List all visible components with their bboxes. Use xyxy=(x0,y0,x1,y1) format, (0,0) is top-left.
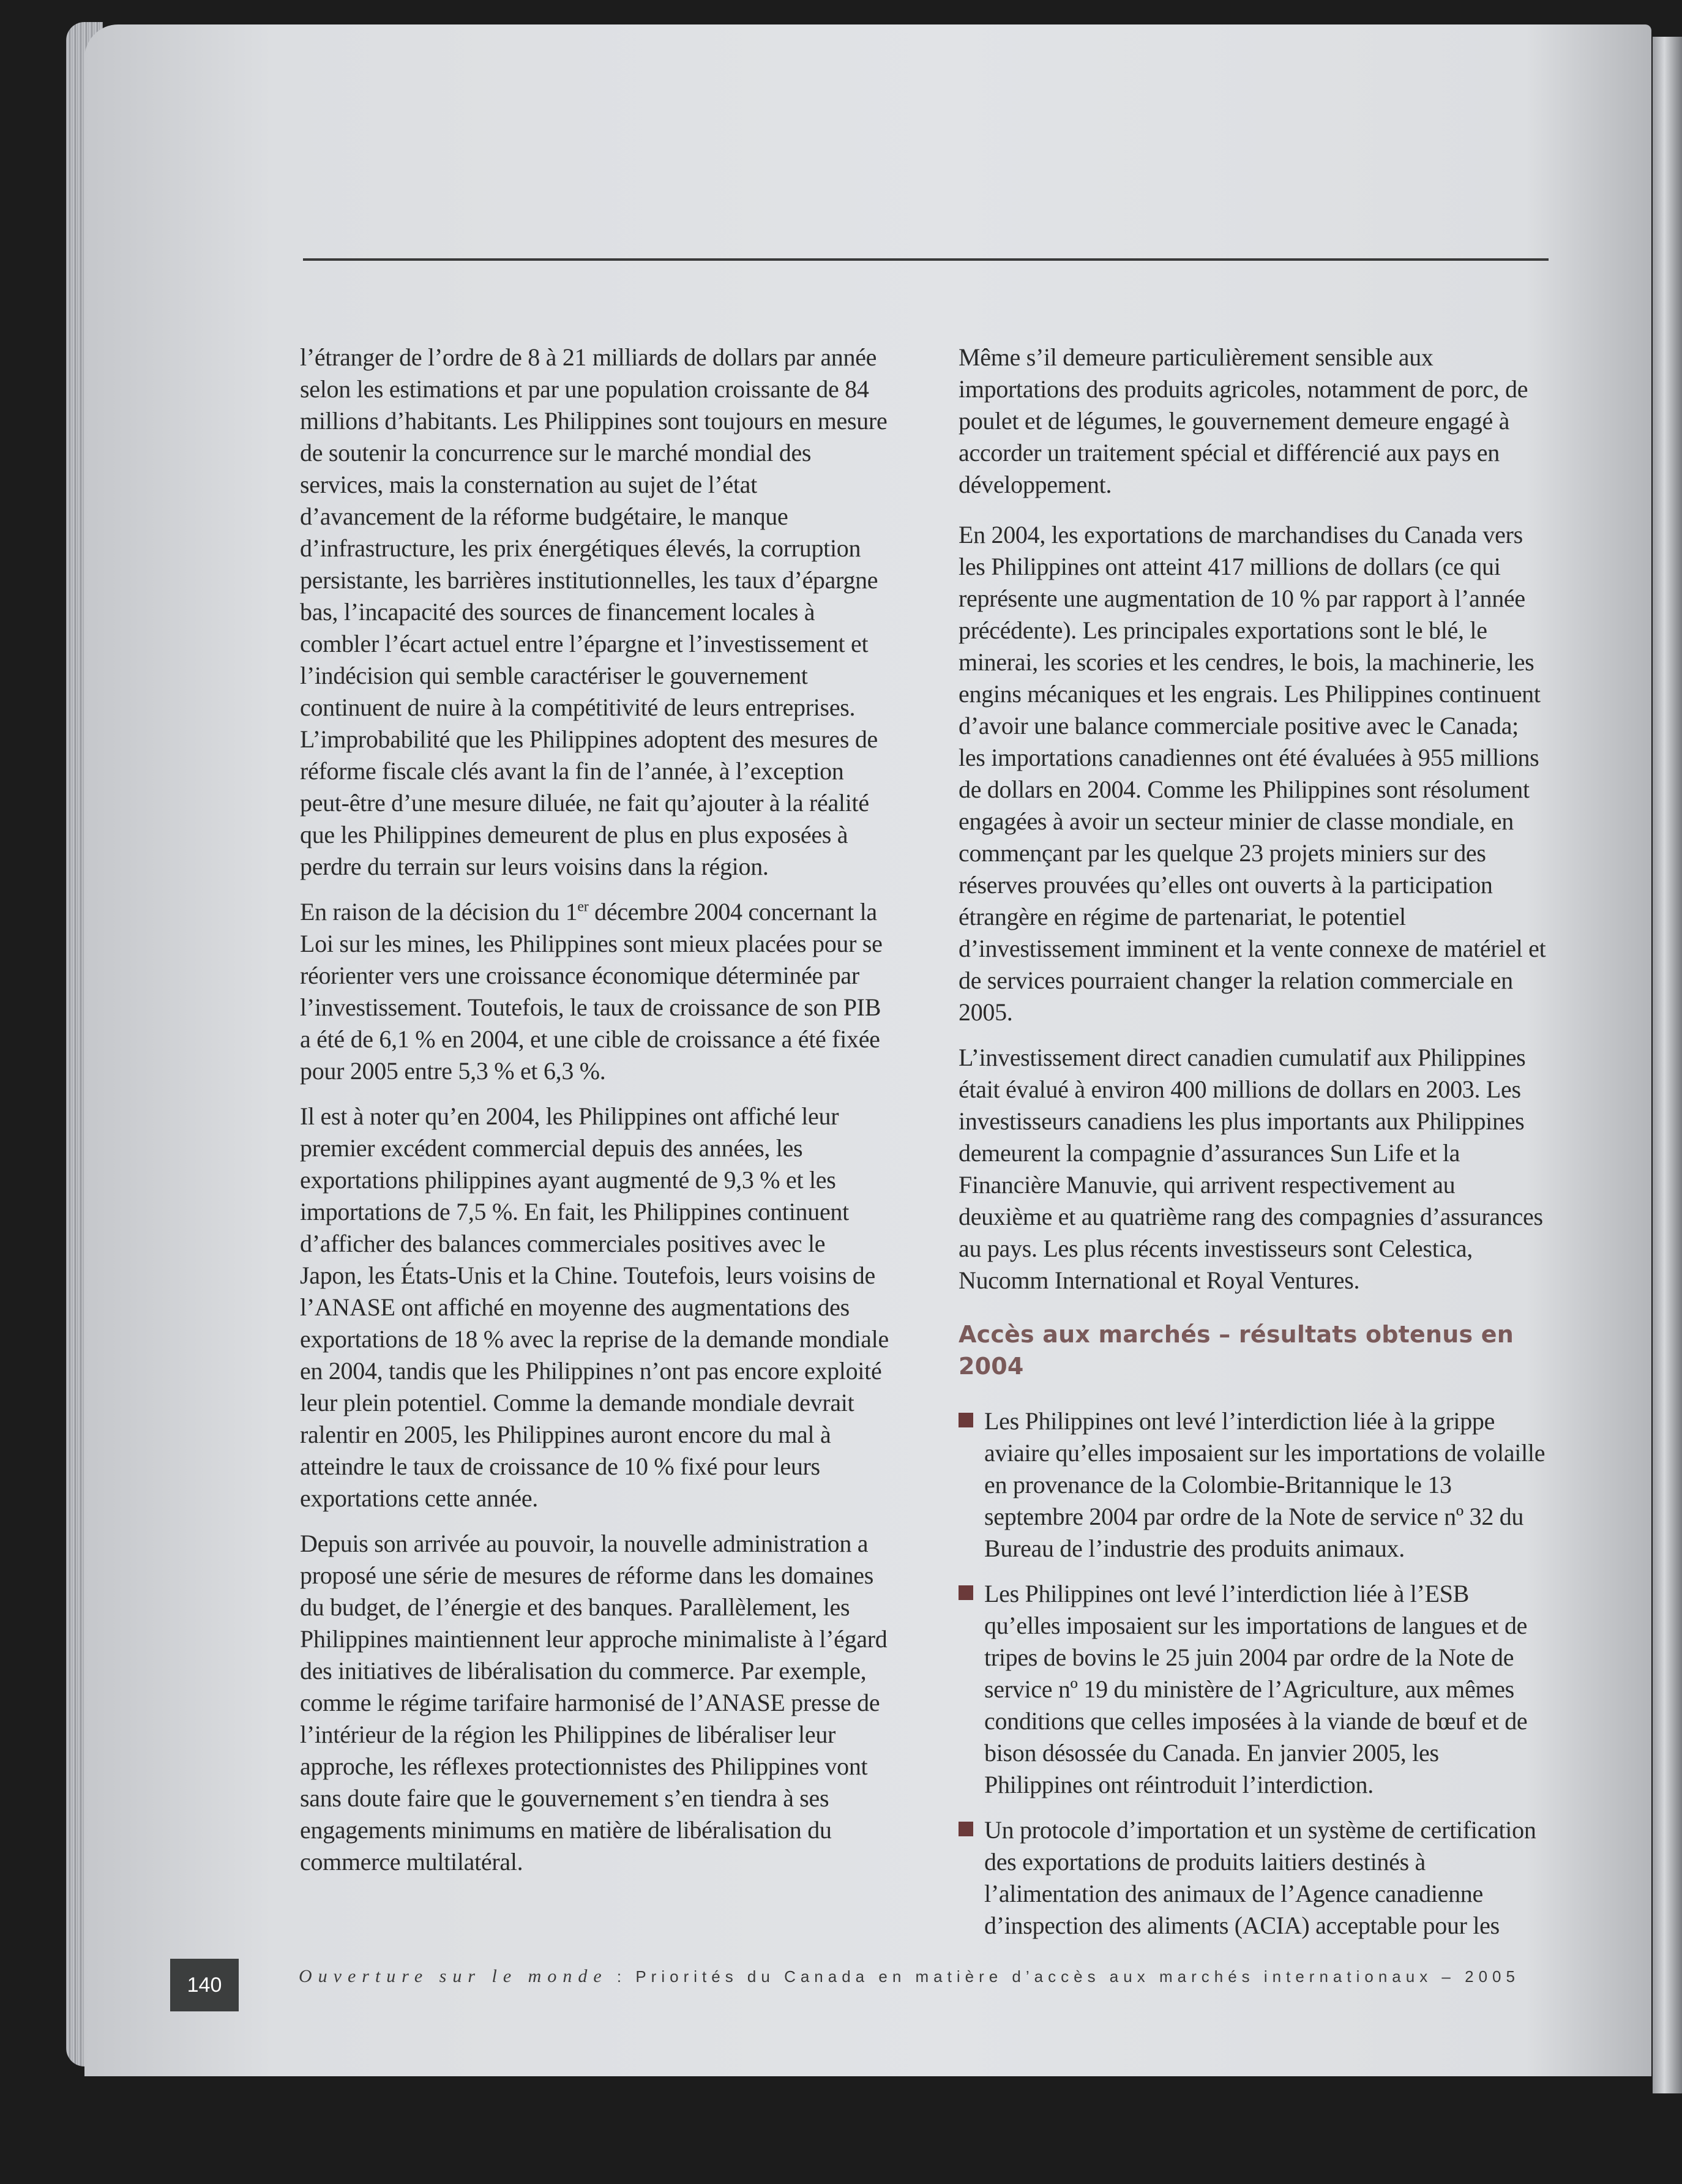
footer-title-rest: : Priorités du Canada en matière d’accès aux marchés internationaux – 2005 xyxy=(607,1967,1520,1986)
superscript: er xyxy=(577,899,589,915)
paragraph: Même s’il demeure particulièrement sensible aux importations des produits agricoles, notamment de porc, de poulet et de légumes, le gouvernement demeure engagé à accorder un traitement spécial et différencié aux pays en développement. xyxy=(959,343,1528,498)
right-column xyxy=(959,342,1547,1955)
paragraph: En 2004, les exportations de marchandises du Canada vers les Philippines ont atteint 417 millions de dollars (ce qui représente une augmentation de 10 % par rapport à l’année précédente). Les principales exportations sont le blé, le minerai, les scories et les cendres, le bois, la machinerie, les engins mécaniques et les engrais. Les Philippines continuent d’avoir une balance commerciale positive avec le Canada; les importations canadiennes ont été évaluées à 955 millions de dollars en 2004. Comme les Philippines sont résolument engagées à avoir un secteur minier de classe mondiale, en commençant par les quelque 23 projets miniers sur des réserves prouvées qu’elles ont ouverts à la participation étrangère en régime de partenariat, le potentiel d’investissement imminent et la vente connexe de matériel et de services pourraient changer la relation commerciale en 2005. xyxy=(959,521,1546,1026)
square-bullet-icon xyxy=(959,1822,973,1836)
paragraph: Il est à noter qu’en 2004, les Philippines ont affiché leur premier excédent commercial depuis des années, les exportations philippines ayant augmenté de 9,3 % et les importations de 7,5 %. En fait, les Philippines continuent d’afficher des balances commerciales positives avec le Japon, les États-Unis et la Chine. Toutefois, leurs voisins de l’ANASE ont affiché en moyenne des augmentations des exportations de 18 % avec la reprise de la demande mondiale en 2004, tandis que les Philippines n’ont pas encore exploité leur plein potentiel. Comme la demande mondiale devrait ralentir en 2005, les Philippines auront encore du mal à atteindre le taux de croissance de 10 % fixé pour leurs exportations cette année. xyxy=(300,1102,889,1512)
square-bullet-icon xyxy=(959,1585,973,1600)
left-column xyxy=(300,342,891,1891)
footer-title-italic: Ouverture sur le monde xyxy=(299,1966,608,1986)
paragraph: L’investissement direct canadien cumulatif aux Philippines était évalué à environ 400 millions de dollars en 2003. Les investisseurs canadiens les plus importants aux Philippines demeurent la compagnie d’assurances Sun Life et la Financière Manuvie, qui arrivent respectivement au deuxième et au quatrième rang des compagnies d’assurances au pays. Les plus récents investisseurs sont Celestica, Nucomm International et Royal Ventures. xyxy=(959,1044,1543,1294)
page-number: 140 xyxy=(170,1959,239,2011)
list-item-text: Les Philippines ont levé l’interdiction liée à la grippe aviaire qu’elles imposaient sur les importations de volaille en provenance de la Colombie-Britannique le 13 septembre 2004 par ordre de la Note de service nº 32 du Bureau de l’industrie des produits animaux. xyxy=(984,1407,1546,1562)
list-item-text: Un protocole d’importation et un système de certification des exportations de produits laitiers destinés à l’alimentation des animaux de l’Agence canadienne d’inspection des aliments (ACIA) acceptable pour les xyxy=(984,1816,1536,1939)
paragraph: l’étranger de l’ordre de 8 à 21 milliards de dollars par année selon les estimations et par une population croissante de 84 millions d’habitants. Les Philippines sont toujours en mesure de soutenir la concurrence sur le marché mondial des services, mais la consternation au sujet de l’état d’avancement de la réforme budgétaire, le manque d’infrastructure, les prix énergétiques élevés, la corruption persistante, les barrières institutionnelles, les taux d’épargne bas, l’incapacité des sources de financement locales à combler l’écart actuel entre l’épargne et l’investissement et l’indécision qui semble caractériser le gouvernement continuent de nuire à la compétitivité de leurs entreprises. L’improbabilité que les Philippines adoptent des mesures de réforme fiscale clés avant la fin de l’année, à l’exception peut-être d’une mesure diluée, ne fait qu’ajouter à la réalité que les Philippines demeurent de plus en plus exposées à perdre du terrain sur leurs voisins dans la région. xyxy=(300,343,888,880)
paragraph xyxy=(300,896,891,1087)
square-bullet-icon xyxy=(959,1413,973,1427)
list-item xyxy=(959,1405,1547,1565)
paragraph: Depuis son arrivée au pouvoir, la nouvelle administration a proposé une série de mesures de réforme dans les domaines du budget, de l’énergie et des banques. Parallèlement, les Philippines maintiennent leur approche minimaliste à l’égard des initiatives de libéralisation du commerce. Par exemple, comme le régime tarifaire harmonisé de l’ANASE presse de l’intérieur de la région les Philippines de libéraliser leur approche, les réflexes protectionnistes des Philippines vont sans doute faire que le gouvernement s’en tiendra à ses engagements minimums en matière de libéralisation du commerce multilatéral. xyxy=(300,1530,888,1875)
list-item-text: Les Philippines ont levé l’interdiction liée à l’ESB qu’elles imposaient sur les importations de langues et de tripes de bovins le 25 juin 2004 par ordre de la Note de service nº 19 du ministère de l’Agriculture, aux mêmes conditions que celles imposées à la viande de bœuf et de bison désossée du Canada. En janvier 2005, les Philippines ont réintroduit l’interdiction. xyxy=(984,1580,1528,1798)
book-spine xyxy=(1653,37,1682,2093)
paragraph-text: décembre 2004 concernant la Loi sur les mines, les Philippines sont mieux placées pour se réorienter vers une croissance économique déterminée par l’investissement. Toutefois, le taux de croissance de son PIB a été de 6,1 % en 2004, et une cible de croissance a été fixée pour 2005 entre 5,3 % et 6,3 %. xyxy=(300,898,883,1085)
paragraph-text: En raison de la décision du 1 xyxy=(300,898,578,926)
header-rule xyxy=(303,258,1549,261)
results-list xyxy=(959,1405,1547,1942)
list-item xyxy=(959,1814,1547,1942)
footer-title xyxy=(299,1966,1560,1987)
section-heading: Accès aux marchés – résultats obtenus en 2004 xyxy=(959,1321,1514,1380)
list-item xyxy=(959,1578,1547,1801)
